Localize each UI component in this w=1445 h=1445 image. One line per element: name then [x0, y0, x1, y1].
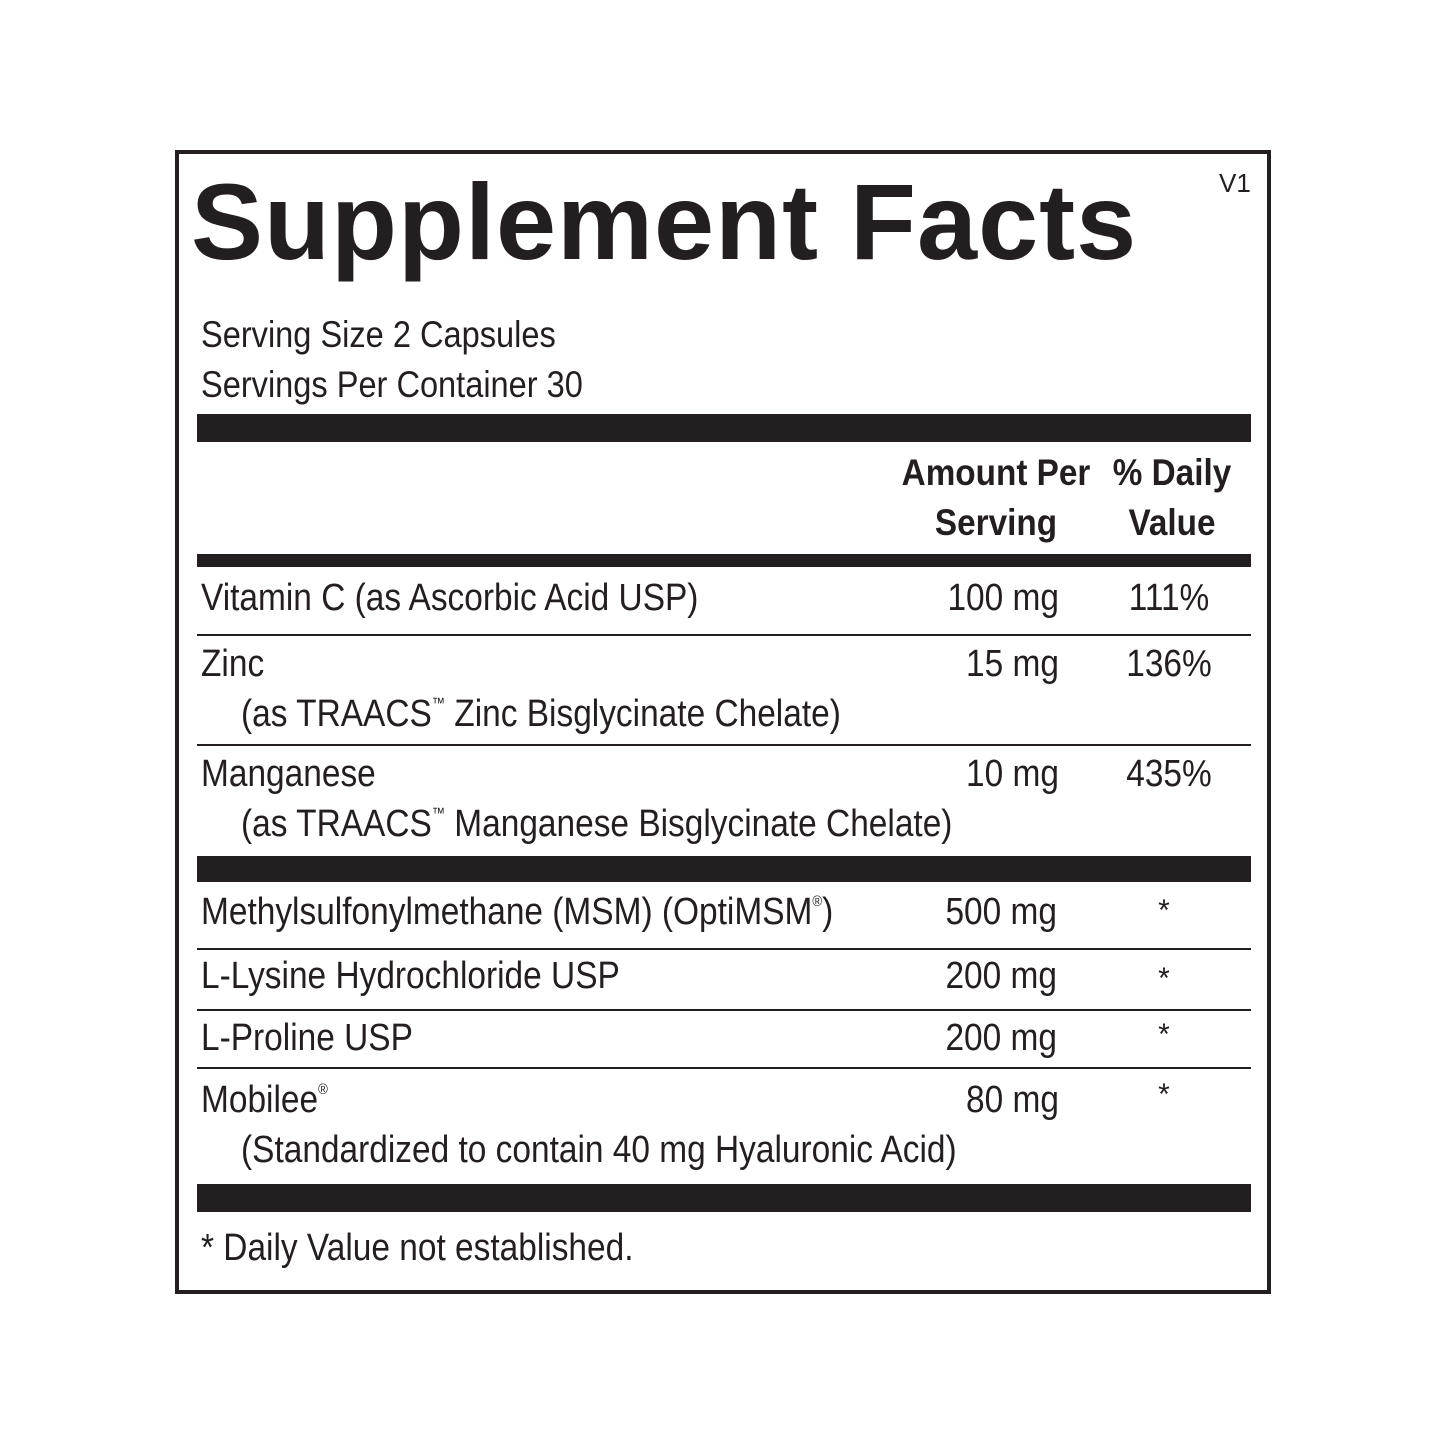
medium-divider [197, 554, 1251, 567]
row-divider [197, 1067, 1251, 1069]
trademark-mark: ™ [431, 695, 445, 712]
nutrient-daily-value: 136% [1126, 643, 1212, 685]
ingredient-amount: 80 mg [966, 1079, 1059, 1121]
ingredient-daily-value: * [1158, 1018, 1170, 1051]
nutrient-daily-value: 435% [1126, 753, 1212, 795]
nutrient-name: Vitamin C (as Ascorbic Acid USP) [201, 577, 699, 619]
ingredient-amount: 500 mg [945, 891, 1057, 933]
nutrient-source: (as TRAACS™ Manganese Bisglycinate Chelate) [241, 803, 953, 845]
nutrient-name: Manganese [201, 753, 376, 795]
ingredient-standardization: (Standardized to contain 40 mg Hyaluronic Acid) [241, 1129, 957, 1171]
ingredient-amount: 200 mg [945, 1017, 1057, 1059]
servings-per-container: Servings Per Container 30 [201, 364, 583, 405]
ingredient-amount: 200 mg [945, 955, 1057, 997]
serving-size: Serving Size 2 Capsules [201, 314, 556, 355]
ingredient-name: L-Proline USP [201, 1017, 413, 1059]
row-divider [197, 744, 1251, 746]
daily-value-header-line2: Value [1128, 502, 1216, 543]
row-divider [197, 948, 1251, 950]
ingredient-daily-value: * [1158, 1078, 1170, 1111]
thick-divider-middle [197, 856, 1251, 882]
ingredient-daily-value: * [1158, 894, 1170, 927]
thick-divider-top [197, 414, 1251, 442]
nutrient-amount: 100 mg [947, 577, 1059, 619]
nutrient-daily-value: 111% [1128, 577, 1210, 619]
nutrient-amount: 10 mg [966, 753, 1059, 795]
row-divider [197, 634, 1251, 636]
supplement-facts-panel [175, 150, 1271, 1294]
footnote: * Daily Value not established. [201, 1227, 634, 1269]
label-title: Supplement Facts [191, 161, 1138, 282]
ingredient-name: Methylsulfonylmethane (MSM) (OptiMSM®) [201, 891, 834, 933]
row-divider [197, 1009, 1251, 1011]
amount-per-serving-header-line2: Serving [934, 502, 1058, 543]
nutrient-amount: 15 mg [966, 643, 1059, 685]
nutrient-source: (as TRAACS™ Zinc Bisglycinate Chelate) [241, 693, 841, 735]
thick-divider-bottom [197, 1184, 1251, 1212]
registered-mark: ® [812, 893, 823, 910]
ingredient-name: Mobilee® [201, 1079, 328, 1121]
trademark-mark: ™ [431, 805, 445, 822]
ingredient-name: L-Lysine Hydrochloride USP [201, 955, 620, 997]
ingredient-daily-value: * [1158, 962, 1170, 995]
nutrient-name: Zinc [201, 643, 265, 685]
registered-mark: ® [318, 1081, 328, 1098]
daily-value-header-line1: % Daily [1112, 452, 1232, 493]
amount-per-serving-header-line1: Amount Per [901, 452, 1091, 493]
version-code: V1 [1219, 168, 1251, 198]
